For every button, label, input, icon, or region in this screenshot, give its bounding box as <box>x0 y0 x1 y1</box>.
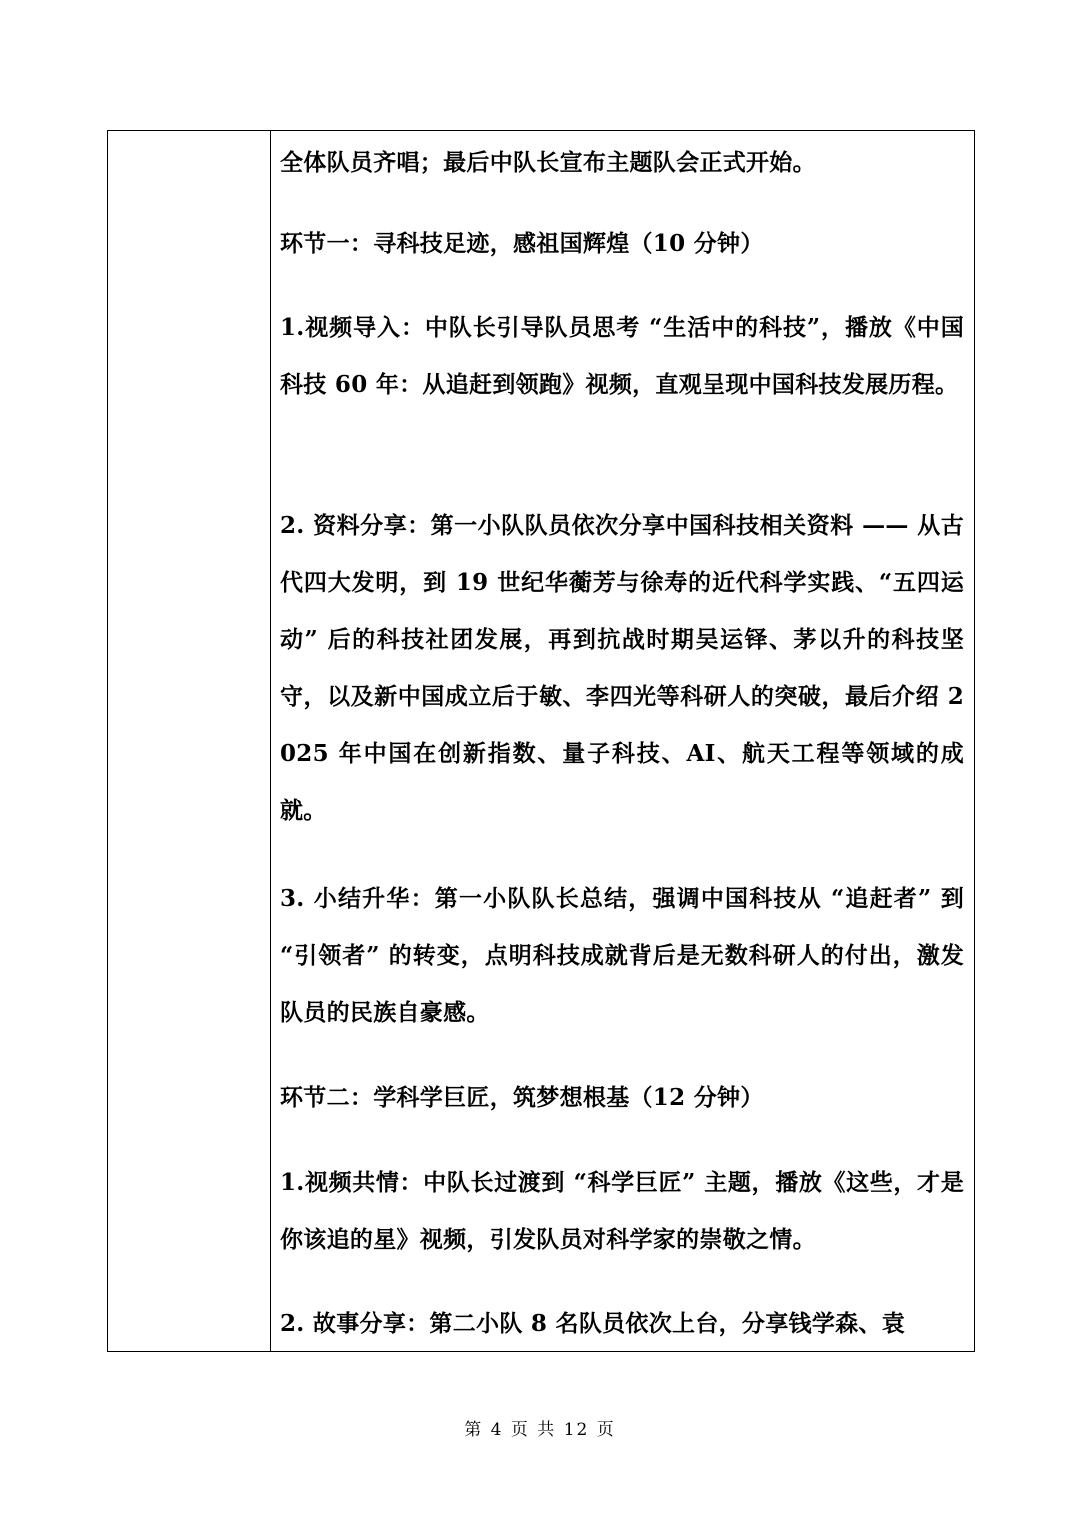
paragraph-story-share: 2. 故事分享：第二小队 8 名队员依次上台，分享钱学森、袁 <box>280 1310 906 1337</box>
paragraph-material-share: 2. 资料分享：第一小队队员依次分享中国科技相关资料 —— 从古代四大发明，到 19 世纪华蘅芳与徐寿的近代科学实践、“五四运动” 后的科技社团发展，再到抗战时期吴运铎、茅以升的科技坚守，以及新中国成立后于敏、李四光等科研人的突破，最后介绍 2025 年中国在创新指数、量子科技、AI、航天工程等领域的成就。 <box>280 512 964 824</box>
section-heading-1: 环节一：寻科技足迹，感祖国辉煌（10 分钟） <box>280 230 764 257</box>
section-heading-2: 环节二：学科学巨匠，筑梦想根基（12 分钟） <box>280 1084 764 1111</box>
paragraph-opening: 全体队员齐唱；最后中队长宣布主题队会正式开始。 <box>280 149 816 176</box>
page-footer: 第 4 页 共 12 页 <box>464 1420 616 1440</box>
table-left-cell <box>108 131 271 1351</box>
table-right-cell <box>271 131 974 1351</box>
paragraph-summary: 3. 小结升华：第一小队队长总结，强调中国科技从 “追赶者” 到 “引领者” 的转变，点明科技成就背后是无数科研人的付出，激发队员的民族自豪感。 <box>280 885 964 1026</box>
paragraph-video-intro: 1.视频导入：中队长引导队员思考 “生活中的科技”，播放《中国科技 60 年：从追赶到领跑》视频，直观呈现中国科技发展历程。 <box>280 314 964 398</box>
content-table <box>107 130 975 1352</box>
paragraph-video-empathy: 1.视频共情：中队长过渡到 “科学巨匠” 主题，播放《这些，才是你该追的星》视频，引发队员对科学家的崇敬之情。 <box>280 1169 964 1253</box>
